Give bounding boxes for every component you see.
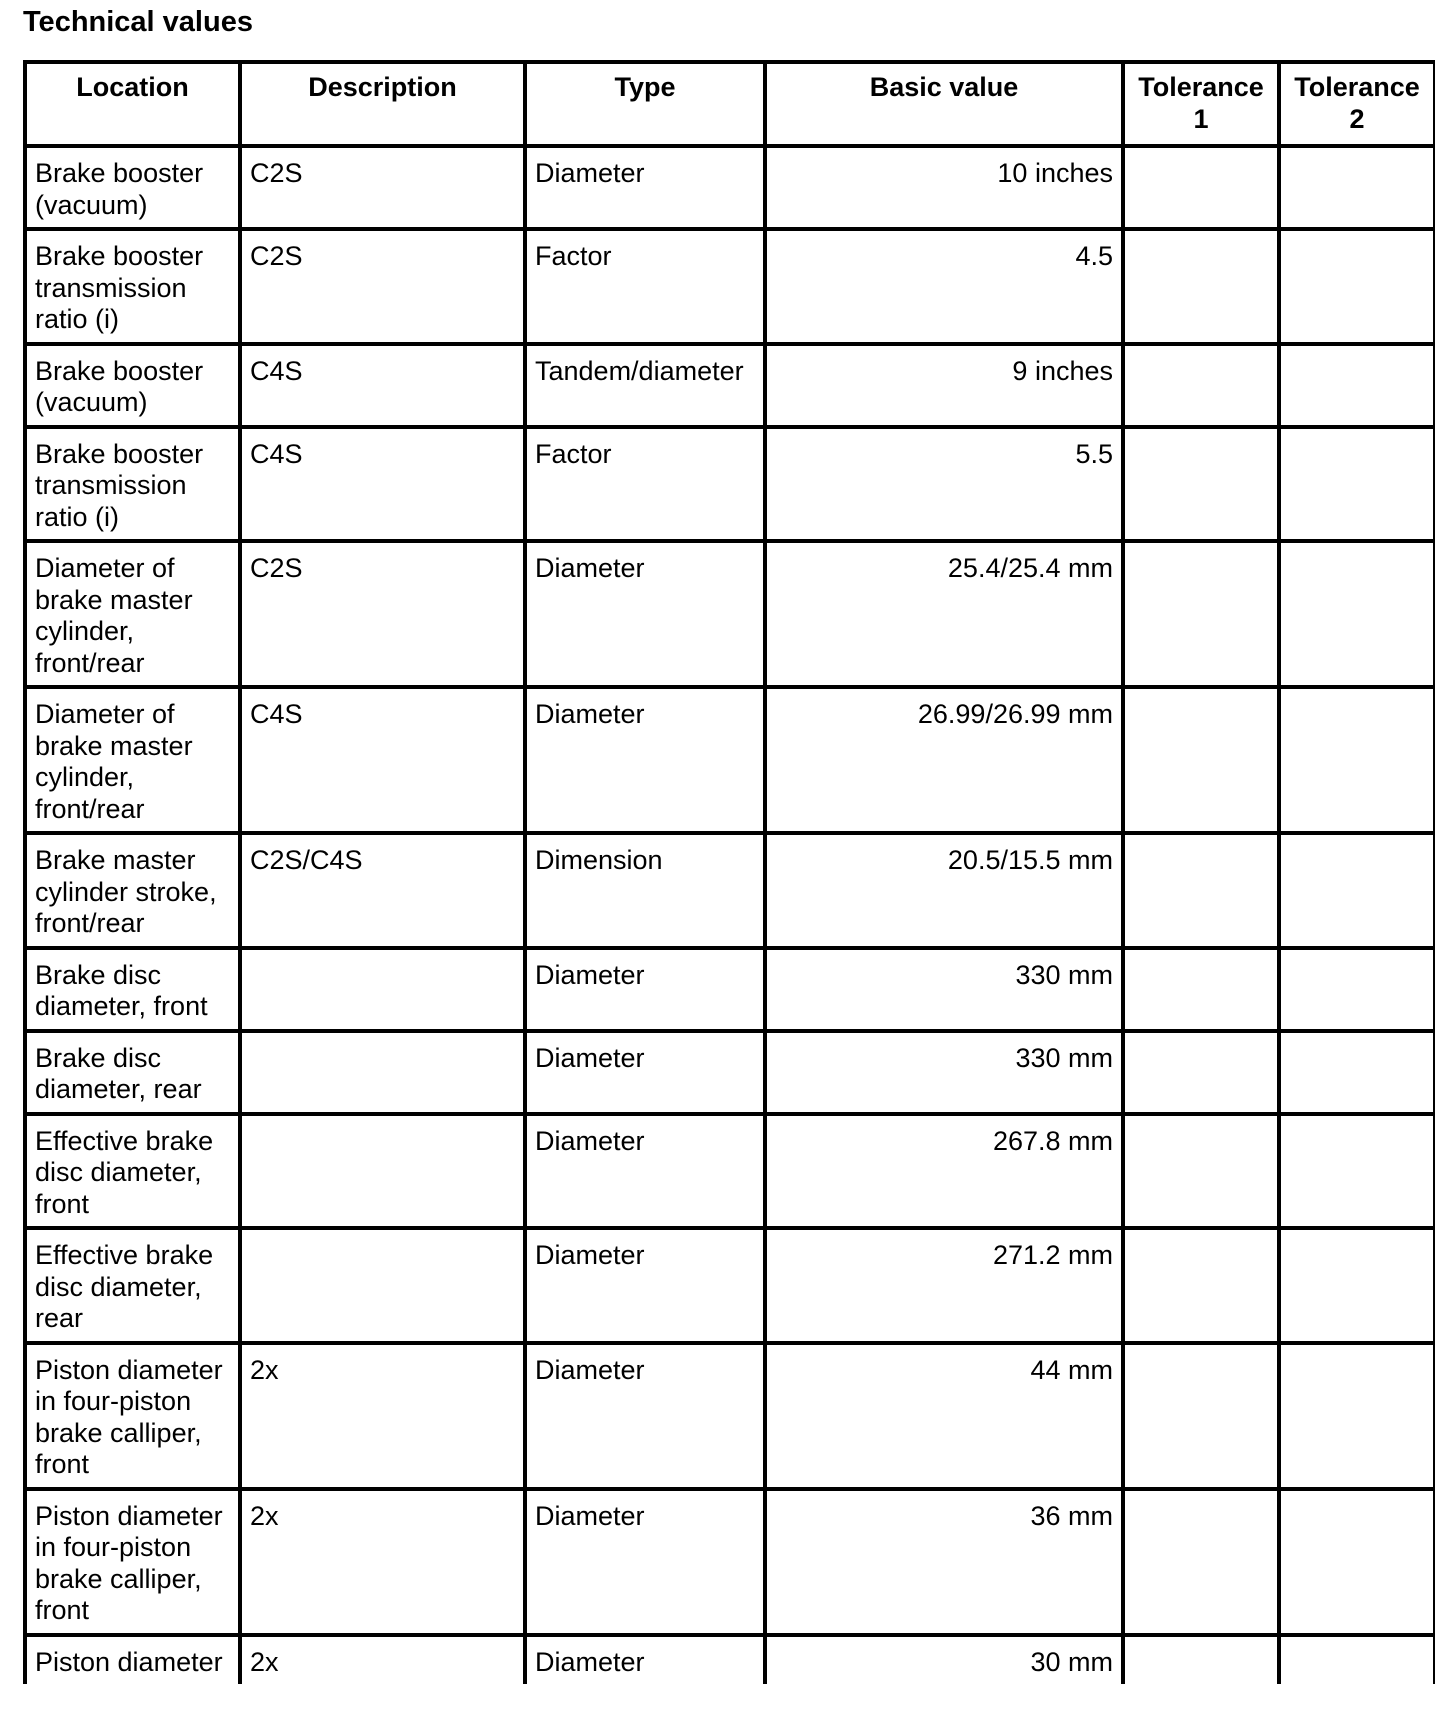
cell-tolerance-2 (1279, 427, 1435, 542)
cell-location (25, 146, 240, 229)
cell-location-line: Diameter of (35, 699, 175, 729)
cell-tolerance-2 (1279, 1228, 1435, 1343)
cell-location-line: Piston diameter (35, 1646, 223, 1677)
cell-basic-value (765, 229, 1123, 344)
table-row (25, 1114, 1435, 1229)
cell-location-line: cylinder stroke, (35, 876, 217, 907)
header-tolerance-2-label: Tolerance (1294, 72, 1420, 102)
cell-tolerance-2 (1279, 833, 1435, 948)
cell-basic-value (765, 687, 1123, 833)
cell-location-line: Brake master (35, 845, 196, 875)
cell-type-value: Dimension (535, 845, 663, 875)
cell-description (240, 541, 525, 687)
cell-basic-value (765, 1343, 1123, 1489)
cell-basic-value-value: 330 mm (1015, 959, 1113, 990)
cell-location-line: (vacuum) (35, 387, 148, 417)
table-header-row (25, 62, 1435, 146)
table-row (25, 1343, 1435, 1489)
cell-location (25, 344, 240, 427)
cell-type (525, 146, 765, 229)
cell-location-line: cylinder, (35, 762, 135, 792)
header-location-label: Location (76, 72, 189, 102)
cell-description (240, 1031, 525, 1114)
cell-location-line: Brake disc (35, 959, 162, 990)
cell-type (525, 541, 765, 687)
cell-description-value: C2S (250, 553, 303, 583)
cell-basic-value-value: 267.8 mm (992, 1125, 1113, 1156)
cell-basic-value (765, 427, 1123, 542)
cell-location-line: front (35, 1188, 90, 1219)
cell-location-line: Effective brake (35, 1240, 214, 1270)
cell-description (240, 229, 525, 344)
cell-location-line: ratio (i) (35, 304, 120, 334)
cell-description (240, 1228, 525, 1343)
cell-basic-value (765, 948, 1123, 1031)
technical-values-table (23, 60, 1435, 1684)
header-description (240, 62, 525, 146)
cell-description-value: C4S (250, 699, 303, 729)
cell-type-value: Diameter (535, 1500, 645, 1531)
cell-tolerance-2 (1279, 1343, 1435, 1489)
cell-location-line: brake calliper, (35, 1417, 202, 1448)
cell-description-value: C2S (250, 158, 303, 188)
cell-location-line: (vacuum) (35, 189, 148, 220)
cell-description (240, 1343, 525, 1489)
cell-type-value: Diameter (535, 1125, 645, 1156)
technical-values-table-container (23, 60, 1435, 1706)
table-row (25, 146, 1435, 229)
table-row (25, 344, 1435, 427)
page-title: Technical values (23, 6, 253, 38)
cell-description (240, 1489, 525, 1635)
cell-location (25, 427, 240, 542)
table-row (25, 1489, 1435, 1635)
cell-location-line: diameter, rear (35, 1074, 202, 1104)
cell-tolerance-1 (1123, 541, 1279, 687)
cell-type (525, 1228, 765, 1343)
cell-location-line: rear (35, 1303, 84, 1333)
cell-location (25, 687, 240, 833)
header-description-label: Description (308, 72, 457, 102)
cell-description-value: C2S/C4S (250, 845, 363, 875)
table-row (25, 833, 1435, 948)
cell-location-line: front/rear (35, 647, 145, 678)
table-row (25, 427, 1435, 542)
cell-basic-value (765, 146, 1123, 229)
cell-basic-value-value: 30 mm (1030, 1646, 1113, 1677)
cell-basic-value (765, 1489, 1123, 1635)
cell-tolerance-1 (1123, 1031, 1279, 1114)
cell-tolerance-2 (1279, 344, 1435, 427)
cell-type (525, 1343, 765, 1489)
header-basic-value-label: Basic value (869, 72, 1019, 102)
cell-type-value: Diameter (535, 959, 645, 990)
table-row (25, 948, 1435, 1031)
cell-type (525, 229, 765, 344)
header-type (525, 62, 765, 146)
cell-description (240, 427, 525, 542)
cell-description-value: 2x (250, 1500, 279, 1531)
cell-location-line: Brake booster (35, 241, 204, 271)
cell-type (525, 1031, 765, 1114)
cell-location-line: front/rear (35, 908, 145, 938)
cell-location-line: in four-piston (35, 1386, 192, 1416)
cell-type (525, 427, 765, 542)
cell-tolerance-2 (1279, 146, 1435, 229)
cell-location (25, 1031, 240, 1114)
cell-location-line: brake master (35, 584, 193, 615)
cell-basic-value-value: 25.4/25.4 mm (947, 553, 1113, 583)
cell-basic-value-value: 271.2 mm (992, 1240, 1113, 1270)
cell-location (25, 229, 240, 344)
cell-type (525, 948, 765, 1031)
header-tolerance-1-label: Tolerance (1138, 72, 1264, 102)
cell-basic-value-value: 4.5 (1075, 241, 1113, 271)
cell-location-line: disc diameter, (35, 1157, 202, 1187)
cell-location-line: Brake disc (35, 1042, 162, 1073)
cell-type-value: Diameter (535, 158, 645, 188)
cell-location-line: disc diameter, (35, 1271, 202, 1302)
cell-basic-value-value: 20.5/15.5 mm (947, 845, 1113, 875)
cell-tolerance-1 (1123, 1228, 1279, 1343)
cell-location-line: front (35, 1595, 90, 1625)
header-tolerance-1 (1123, 62, 1279, 146)
table-row (25, 1635, 1435, 1685)
table-row (25, 1031, 1435, 1114)
header-basic-value (765, 62, 1123, 146)
cell-description (240, 687, 525, 833)
cell-type-value: Tandem/diameter (535, 355, 744, 386)
cell-type-value: Diameter (535, 553, 645, 583)
cell-type-value: Diameter (535, 1354, 645, 1385)
cell-tolerance-2 (1279, 1031, 1435, 1114)
cell-basic-value (765, 1114, 1123, 1229)
cell-location-line: transmission (35, 470, 187, 500)
cell-location (25, 833, 240, 948)
cell-tolerance-2 (1279, 541, 1435, 687)
cell-type-value: Diameter (535, 699, 645, 729)
cell-tolerance-1 (1123, 1343, 1279, 1489)
cell-basic-value (765, 541, 1123, 687)
cell-basic-value-value: 44 mm (1030, 1354, 1113, 1385)
cell-description (240, 344, 525, 427)
cell-basic-value-value: 330 mm (1015, 1042, 1113, 1073)
cell-basic-value-value: 10 inches (997, 158, 1113, 188)
header-tolerance-2 (1279, 62, 1435, 146)
cell-tolerance-1 (1123, 427, 1279, 542)
cell-tolerance-1 (1123, 687, 1279, 833)
cell-tolerance-1 (1123, 146, 1279, 229)
cell-location-line: Brake booster (35, 438, 204, 469)
cell-basic-value (765, 833, 1123, 948)
cell-description (240, 146, 525, 229)
cell-type (525, 344, 765, 427)
cell-location (25, 948, 240, 1031)
cell-location (25, 541, 240, 687)
table-row (25, 687, 1435, 833)
cell-basic-value (765, 1635, 1123, 1685)
cell-description-value: 2x (250, 1354, 279, 1385)
cell-location-line: Effective brake (35, 1125, 214, 1156)
cell-description-value: C4S (250, 438, 303, 469)
cell-description (240, 1635, 525, 1685)
cell-location (25, 1228, 240, 1343)
cell-type-value: Diameter (535, 1042, 645, 1073)
cell-type (525, 1489, 765, 1635)
cell-tolerance-1 (1123, 1635, 1279, 1685)
cell-tolerance-2 (1279, 229, 1435, 344)
cell-basic-value (765, 1228, 1123, 1343)
cell-description-value: C2S (250, 241, 303, 271)
cell-basic-value (765, 344, 1123, 427)
cell-type-value: Factor (535, 241, 612, 271)
cell-basic-value (765, 1031, 1123, 1114)
cell-tolerance-2 (1279, 1489, 1435, 1635)
cell-location-line: front/rear (35, 793, 145, 824)
cell-location-line: brake master (35, 730, 193, 761)
cell-location-line: brake calliper, (35, 1563, 202, 1594)
cell-tolerance-1 (1123, 1489, 1279, 1635)
cell-type (525, 1635, 765, 1685)
cell-location-line: Piston diameter (35, 1354, 223, 1385)
cell-location-line: transmission (35, 272, 187, 303)
cell-description-value: C4S (250, 355, 303, 386)
cell-description (240, 833, 525, 948)
header-location (25, 62, 240, 146)
cell-location-line: in four-piston (35, 1532, 192, 1562)
table-body (25, 146, 1435, 1684)
cell-description-value: 2x (250, 1646, 279, 1677)
cell-location-line: Piston diameter (35, 1500, 223, 1531)
cell-tolerance-1 (1123, 833, 1279, 948)
cell-basic-value-value: 36 mm (1030, 1500, 1113, 1531)
table-row (25, 1228, 1435, 1343)
cell-tolerance-2 (1279, 1114, 1435, 1229)
cell-type-value: Factor (535, 438, 612, 469)
cell-location (25, 1489, 240, 1635)
cell-tolerance-2 (1279, 687, 1435, 833)
cell-location (25, 1114, 240, 1229)
table-row (25, 541, 1435, 687)
cell-type-value: Diameter (535, 1646, 645, 1677)
cell-location-line: diameter, front (35, 991, 208, 1021)
cell-location (25, 1635, 240, 1685)
cell-tolerance-1 (1123, 229, 1279, 344)
table-row (25, 229, 1435, 344)
cell-location-line: cylinder, (35, 616, 135, 646)
cell-location-line: Brake booster (35, 355, 204, 386)
header-tolerance-1-number: 1 (1193, 103, 1209, 134)
cell-tolerance-1 (1123, 948, 1279, 1031)
cell-tolerance-1 (1123, 1114, 1279, 1229)
cell-location-line: Diameter of (35, 553, 175, 583)
header-tolerance-2-number: 2 (1349, 103, 1365, 134)
cell-location-line: front (35, 1449, 90, 1479)
cell-tolerance-2 (1279, 948, 1435, 1031)
cell-tolerance-1 (1123, 344, 1279, 427)
header-type-label: Type (614, 72, 676, 102)
cell-type (525, 1114, 765, 1229)
cell-location-line: ratio (i) (35, 501, 120, 532)
cell-basic-value-value: 26.99/26.99 mm (917, 699, 1113, 729)
cell-location-line: Brake booster (35, 158, 204, 188)
cell-tolerance-2 (1279, 1635, 1435, 1685)
cell-description (240, 948, 525, 1031)
cell-basic-value-value: 9 inches (1012, 355, 1113, 386)
cell-type-value: Diameter (535, 1240, 645, 1270)
cell-description (240, 1114, 525, 1229)
cell-type (525, 687, 765, 833)
cell-type (525, 833, 765, 948)
cell-basic-value-value: 5.5 (1075, 438, 1113, 469)
cell-location (25, 1343, 240, 1489)
